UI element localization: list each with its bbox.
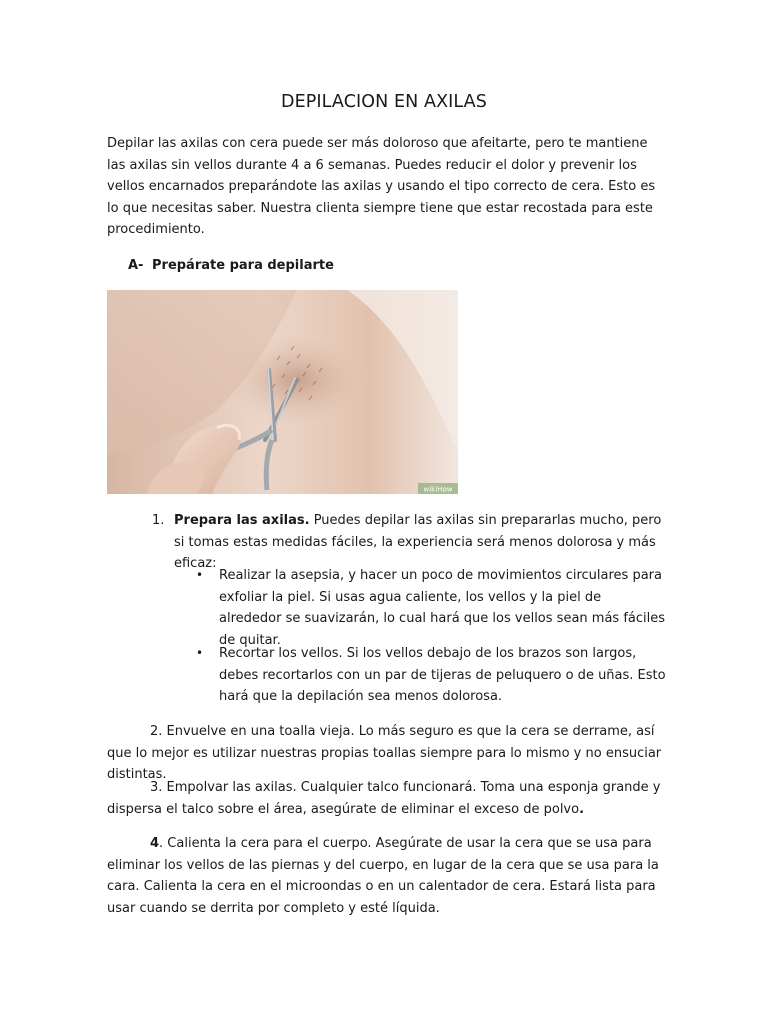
item-1-text: Puedes depilar las axilas sin prepararlas mucho, pero si tomas estas medidas fáciles, la experiencia será menos dolorosa y más eficaz:	[174, 513, 662, 572]
bullet-icon: •	[196, 568, 204, 582]
document-title: DEPILACION EN AXILAS	[281, 92, 487, 112]
section-letter: A-	[128, 258, 144, 273]
item-number: 1.	[152, 513, 165, 528]
step-3-period: .	[579, 801, 585, 817]
step-4-paragraph	[107, 833, 662, 919]
step-2-paragraph: 2. Envuelve en una toalla vieja. Lo más seguro es que la cera se derrame, así que lo mejor es utilizar nuestras propias toallas siempre para lo mismo y no ensuciar distintas.	[107, 724, 662, 783]
bullet-item	[196, 643, 666, 708]
wikihow-watermark: wikiHow	[423, 485, 453, 494]
step-4-number: 4	[150, 836, 160, 851]
item-1-bold: Prepara las axilas.	[174, 513, 310, 528]
bullet-icon: •	[196, 646, 204, 660]
bullet-text: Recortar los vellos. Si los vellos debajo de los brazos son largos, debes recortarlos con un par de tijeras de peluquero o de uñas. Esto hará que la depilación sea menos dolorosa.	[219, 646, 666, 705]
step-4-text: . Calienta la cera para el cuerpo. Asegúrate de usar la cera que se usa para eliminar los vellos de las piernas y del cuerpo, en lugar de la cera que se usa para la cara. Calienta la cera en el microondas o en un calentador de cera. Estará lista para usar cuando se derrita por completo y esté líquida.	[107, 836, 659, 916]
step-3-text: 3. Empolvar las axilas. Cualquier talco funcionará. Toma una esponja grande y dispersa el talco sobre el área, asegúrate de eliminar el exceso de polvo	[107, 780, 661, 817]
intro-paragraph: Depilar las axilas con cera puede ser más doloroso que afeitarte, pero te mantiene las axilas sin vellos durante 4 a 6 semanas. Puedes reducir el dolor y prevenir los vellos encarnados preparándote las axilas y usando el tipo correcto de cera. Esto es lo que necesitas saber. Nuestra clienta siempre tiene que estar recostada para este procedimiento.	[107, 136, 656, 238]
section-heading-text: Prepárate para depilarte	[152, 258, 334, 273]
armpit-scissors-photo	[107, 290, 458, 494]
bullet-item	[196, 565, 666, 651]
section-heading	[128, 255, 334, 277]
step-3-paragraph	[107, 777, 662, 820]
bullet-text: Realizar la asepsia, y hacer un poco de movimientos circulares para exfoliar la piel. Si usas agua caliente, los vellos y la piel de alrededor se suavizarán, lo cual hará que los vellos sean más fáciles de quitar.	[219, 568, 665, 648]
